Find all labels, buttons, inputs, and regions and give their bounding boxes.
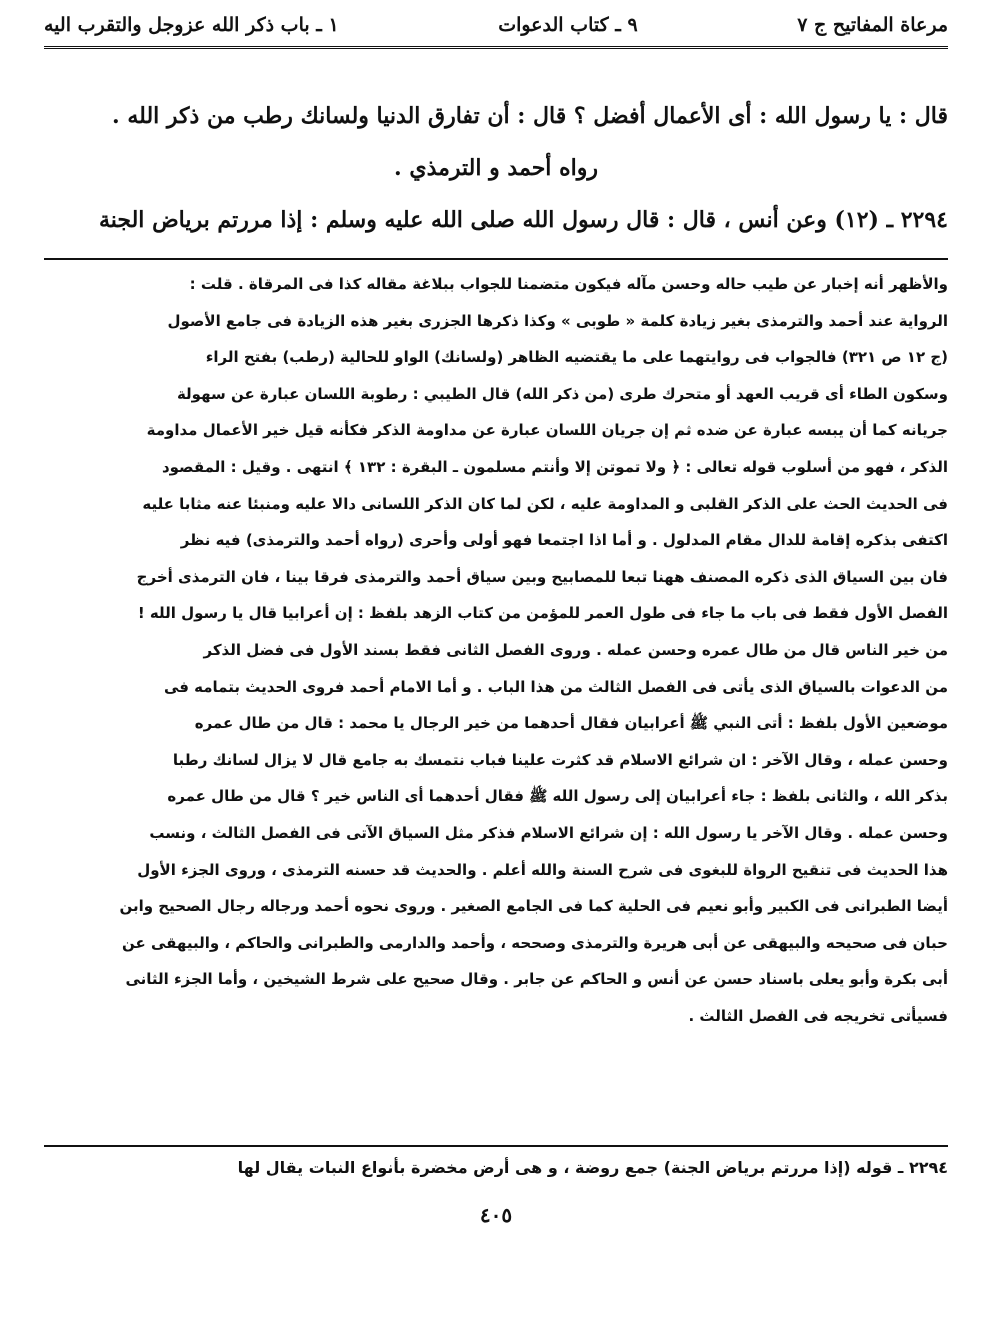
- commentary-line: أيضا الطبرانى فى الكبير وأبو نعيم فى الحلية كما فى الجامع الصغير . وروى نحوه أحمد ورجاله رجال الصحيح وابن: [119, 897, 948, 916]
- commentary-line: وحسن عمله . وقال الآخر يا رسول الله : إن شرائع الاسلام فذكر مثل السياق الآتى فى الفصل الثالث ، ونسب: [149, 823, 948, 842]
- main-line-3: ٢٢٩٤ ـ (١٢) وعن أنس ، قال : قال رسول الله صلى الله عليه وسلم : إذا مررتم برياض الجنة: [98, 207, 948, 233]
- running-header: [44, 8, 948, 49]
- commentary-line: فان بين السياق الذى ذكره المصنف ههنا تبعا للمصابيح وبين سياق أحمد والترمذى فرقا بينا ، فان الترمذى أخرج: [136, 567, 948, 586]
- commentary-line: اكتفى بذكره إقامة للدال مقام المدلول . و أما اذا اجتمعا فهو أولى وأحرى (رواه أحمد والترمذى) فيه نظر: [180, 531, 948, 550]
- header-section: ١ ـ باب ذكر الله عزوجل والتقرب اليه: [44, 14, 339, 36]
- commentary-line: الفصل الأول فقط فى باب ما جاء فى طول العمر للمؤمن من كتاب الزهد بلفظ : إن أعرابيا قال يا رسول الله !: [137, 604, 948, 623]
- commentary-line: من خير الناس قال من طال عمره وحسن عمله . وروى الفصل الثانى فقط بسند الأول فى فضل الذكر: [203, 640, 948, 659]
- footnote-line: ٢٢٩٤ ـ قوله (إذا مررتم برياض الجنة) جمع روضة ، و هى أرض مخضرة بأنواع النبات يقال لها: [237, 1158, 948, 1177]
- commentary-line: حبان فى صحيحه والبيهقى عن أبى هريرة والترمذى وصححه ، وأحمد والدارمى والطبرانى والحاكم ، والبيهقى عن: [121, 933, 948, 952]
- commentary-line: والأظهر أنه إخبار عن طيب حاله وحسن مآله فيكون متضمنا للجواب ببلاغة مقاله كذا فى المرقاة . قلت :: [189, 275, 948, 293]
- header-chapter: ٩ ـ كتاب الدعوات: [498, 14, 638, 36]
- commentary-line: الذكر ، فهو من أسلوب قوله تعالى : ﴿ ولا تموتن إلا وأنتم مسلمون ـ البقرة : ١٣٢ ﴾ انتهى . وقيل : المقصود: [161, 457, 948, 476]
- commentary-line: بذكر الله ، والثانى بلفظ : جاء أعرابيان إلى رسول الله ﷺ فقال أحدهما أى الناس خير ؟ قال من طال عمره: [167, 787, 948, 806]
- commentary-line: من الدعوات بالسياق الذى يأتى فى الفصل الثالث من هذا الباب . و أما الامام أحمد فروى الحديث بتمامه فى: [163, 677, 948, 696]
- hadith-main-text: [44, 90, 948, 246]
- header-book-title: مرعاة المفاتيح ج ٧: [797, 14, 948, 36]
- footnote-divider: [44, 1145, 948, 1147]
- commentary-block: [44, 266, 948, 1034]
- page-number: ٤٠٥: [479, 1203, 513, 1227]
- commentary-line: أبى بكرة وأبو يعلى باسناد حسن عن أنس و الحاكم عن جابر . وقال صحيح على شرط الشيخين ، وأما الجزء الثانى: [125, 970, 948, 989]
- main-line-2: رواه أحمد و الترمذي .: [394, 155, 598, 181]
- footnote-block: [44, 1148, 948, 1188]
- commentary-line: جريانه كما أن يبسه عبارة عن ضده ثم إن جريان اللسان عبارة عن مداومة الذكر فكأنه قيل خير الأعمال مداومة: [146, 421, 948, 440]
- commentary-line: فى الحديث الحث على الذكر القلبى و المداومة عليه ، لكن لما كان الذكر اللسانى دالا عليه ومنبئا عنه مثابا عليه: [142, 494, 948, 513]
- commentary-line: (ج ١٢ ص ٣٢١) فالجواب فى روايتهما على ما يقتضيه الظاهر (ولسانك) الواو للحالية (رطب) بفتح الراء: [205, 348, 948, 367]
- main-divider: [44, 258, 948, 260]
- commentary-line: موضعين الأول بلفظ : أتى النبي ﷺ أعرابيان فقال أحدهما من خير الرجال يا محمد : قال من طال عمره: [194, 714, 948, 733]
- commentary-line: وحسن عمله ، وقال الآخر : ان شرائع الاسلام قد كثرت علينا فباب نتمسك به جامع قال لا يزال لسانك رطبا: [172, 750, 948, 769]
- commentary-line: الرواية عند أحمد والترمذى بغير زيادة كلمة « طوبى » وكذا ذكرها الجزرى بغير هذه الزيادة فى جامع الأصول: [167, 311, 948, 330]
- main-line-1: قال : يا رسول الله : أى الأعمال أفضل ؟ قال : أن تفارق الدنيا ولسانك رطب من ذكر الله .: [112, 103, 948, 129]
- commentary-line: فسيأتى تخريجه فى الفصل الثالث .: [688, 1006, 948, 1025]
- commentary-line: هذا الحديث فى تنقيح الرواة للبغوى فى شرح السنة والله أعلم . والحديث قد حسنه الترمذى ، وروى الجزء الأول: [137, 860, 948, 879]
- commentary-line: وسكون الطاء أى قريب العهد أو متحرك طرى (من ذكر الله) قال الطيبي : رطوبة اللسان عبارة عن سهولة: [176, 384, 948, 403]
